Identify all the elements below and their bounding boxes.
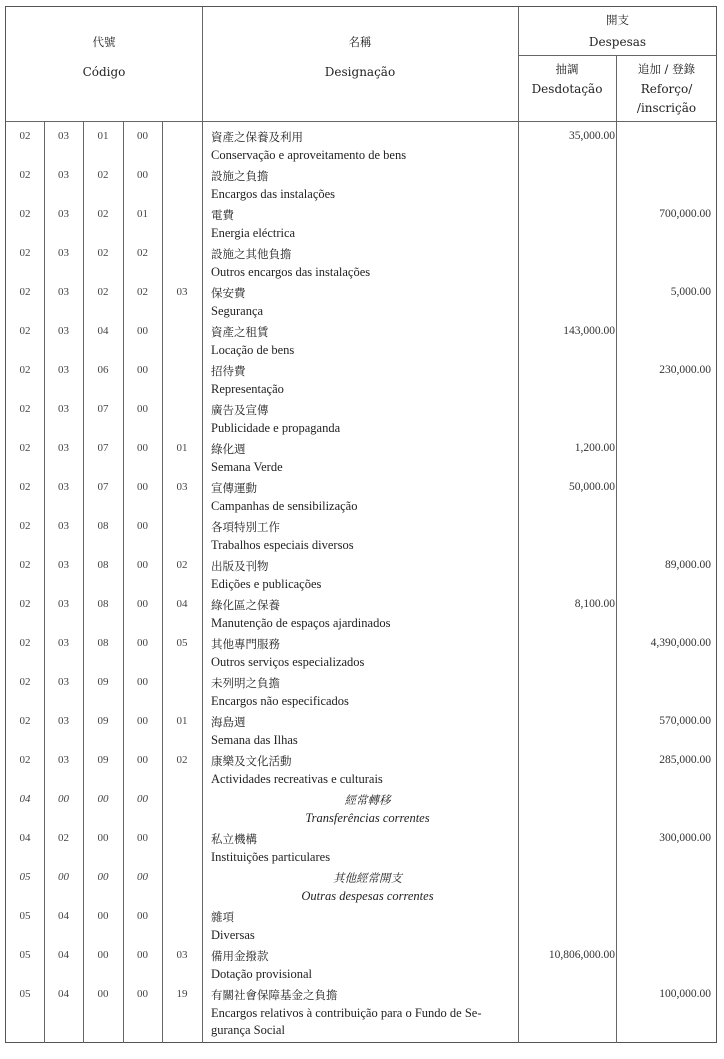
code-cell: 02 xyxy=(137,286,148,298)
designation-pt: Publicidade e propaganda xyxy=(211,421,341,435)
designation-pt: Encargos relativos à contribuição para o Fundo de Se- xyxy=(211,1006,482,1020)
reforco-amount: 230,000.00 xyxy=(659,364,711,376)
code-cell: 03 xyxy=(176,286,188,298)
table-row xyxy=(6,322,718,361)
desdotacao-amount: 35,000.00 xyxy=(569,130,615,142)
code-cell: 00 xyxy=(137,754,148,766)
designation-zh: 未列明之負擔 xyxy=(211,676,280,690)
code-cell: 08 xyxy=(97,598,109,610)
code-cell: 00 xyxy=(97,988,109,1000)
code-cell: 04 xyxy=(19,832,31,844)
header-desdotacao-zh: 抽調 xyxy=(555,62,579,76)
header-designacao-pt: Designação xyxy=(324,65,396,79)
code-cell: 04 xyxy=(58,910,69,922)
designation-pt: Manutenção de espaços ajardinados xyxy=(211,616,391,630)
designation-zh: 其他經常開支 xyxy=(333,871,402,885)
code-cell: 02 xyxy=(19,481,31,493)
code-cell: 03 xyxy=(58,715,69,727)
code-cell: 02 xyxy=(19,559,31,571)
code-cell: 03 xyxy=(176,949,188,961)
header-bottom-rule xyxy=(6,121,717,122)
reforco-amount: 100,000.00 xyxy=(659,988,711,1000)
designation-zh: 設施之負擔 xyxy=(211,169,269,183)
code-cell: 02 xyxy=(97,286,109,298)
code-cell: 03 xyxy=(58,559,69,571)
code-cell: 08 xyxy=(97,637,109,649)
code-cell: 00 xyxy=(58,871,69,883)
designation-zh: 其他專門服務 xyxy=(211,637,280,651)
designation-zh: 設施之其他負擔 xyxy=(211,247,292,261)
code-cell: 01 xyxy=(97,130,109,142)
designation-pt: Encargos das instalações xyxy=(211,187,336,201)
designation-pt: Segurança xyxy=(211,304,264,318)
code-cell: 03 xyxy=(58,637,69,649)
code-cell: 00 xyxy=(137,988,148,1000)
code-cell: 00 xyxy=(137,442,148,454)
code-cell: 00 xyxy=(137,130,148,142)
table-row xyxy=(6,205,718,244)
designation-zh: 綠化週 xyxy=(211,442,246,456)
designation-zh: 備用金撥款 xyxy=(211,949,269,963)
header-despesas-pt: Despesas xyxy=(588,35,647,49)
code-cell: 03 xyxy=(58,169,69,181)
code-cell: 04 xyxy=(176,598,188,610)
table-row xyxy=(6,907,718,946)
code-cell: 03 xyxy=(58,286,69,298)
code-cell: 04 xyxy=(58,949,69,961)
table-row xyxy=(6,673,718,712)
code-cell: 00 xyxy=(137,871,148,883)
designation-pt: Encargos não especificados xyxy=(211,694,349,708)
designation-pt: Campanhas de sensibilização xyxy=(211,499,358,513)
code-cell: 09 xyxy=(97,715,109,727)
code-cell: 09 xyxy=(97,754,109,766)
designation-zh: 私立機構 xyxy=(211,832,257,846)
code-cell: 03 xyxy=(58,325,69,337)
code-cell: 02 xyxy=(97,247,109,259)
designation-pt: Outros serviços especializados xyxy=(211,655,365,669)
reforco-amount: 4,390,000.00 xyxy=(650,637,711,649)
code-cell: 02 xyxy=(19,325,31,337)
designation-pt-continued: gurança Social xyxy=(211,1023,285,1037)
table-row xyxy=(6,127,718,166)
code-cell: 02 xyxy=(97,169,109,181)
table-row xyxy=(6,829,718,868)
designation-zh: 康樂及文化活動 xyxy=(211,754,292,768)
code-cell: 02 xyxy=(19,715,31,727)
code-cell: 00 xyxy=(97,793,109,805)
code-cell: 19 xyxy=(176,988,188,1000)
designation-pt: Semana das Ilhas xyxy=(211,733,298,747)
code-cell: 02 xyxy=(58,832,69,844)
code-cell: 03 xyxy=(176,481,188,493)
designation-zh: 出版及刊物 xyxy=(211,559,269,573)
code-cell: 02 xyxy=(19,598,31,610)
code-cell: 03 xyxy=(58,364,69,376)
code-cell: 02 xyxy=(19,403,31,415)
designation-pt: Diversas xyxy=(211,928,255,942)
code-cell: 02 xyxy=(97,208,109,220)
designation-zh: 電費 xyxy=(211,208,234,222)
code-cell: 00 xyxy=(137,793,148,805)
code-cell: 02 xyxy=(19,286,31,298)
designation-zh: 招待費 xyxy=(211,364,246,378)
code-cell: 07 xyxy=(97,403,109,415)
code-cell: 03 xyxy=(58,208,69,220)
code-cell: 00 xyxy=(97,871,109,883)
code-cell: 02 xyxy=(137,247,148,259)
code-cell: 01 xyxy=(137,208,148,220)
desdotacao-amount: 10,806,000.00 xyxy=(548,949,615,961)
designation-pt: Semana Verde xyxy=(211,460,283,474)
table-row xyxy=(6,400,718,439)
code-cell: 00 xyxy=(137,520,148,532)
code-cell: 03 xyxy=(58,247,69,259)
code-cell: 05 xyxy=(19,949,31,961)
designation-pt: Energia eléctrica xyxy=(211,226,296,240)
code-cell: 00 xyxy=(137,325,148,337)
code-cell: 02 xyxy=(19,676,31,688)
code-cell: 00 xyxy=(137,559,148,571)
designation-zh: 宣傳運動 xyxy=(211,481,257,495)
code-cell: 00 xyxy=(137,403,148,415)
designation-pt: Trabalhos especiais diversos xyxy=(211,538,354,552)
designation-zh: 資產之保養及利用 xyxy=(211,130,303,144)
designation-zh: 資產之租賃 xyxy=(211,325,269,339)
code-cell: 04 xyxy=(58,988,69,1000)
reforco-amount: 5,000.00 xyxy=(670,286,711,298)
desdotacao-amount: 143,000.00 xyxy=(563,325,615,337)
table-row xyxy=(6,946,718,985)
header-divider xyxy=(518,55,717,56)
code-cell: 02 xyxy=(19,520,31,532)
code-cell: 00 xyxy=(137,169,148,181)
code-cell: 01 xyxy=(176,715,188,727)
designation-zh: 有關社會保障基金之負擔 xyxy=(211,988,338,1002)
code-cell: 03 xyxy=(58,481,69,493)
designation-pt: Dotação provisional xyxy=(211,967,313,981)
code-cell: 00 xyxy=(137,637,148,649)
header-codigo-zh: 代號 xyxy=(92,35,116,49)
code-cell: 08 xyxy=(97,520,109,532)
code-cell: 02 xyxy=(19,364,31,376)
code-cell: 00 xyxy=(137,481,148,493)
code-cell: 03 xyxy=(58,676,69,688)
table-row xyxy=(6,595,718,634)
table-row xyxy=(6,439,718,478)
designation-pt: Instituições particulares xyxy=(211,850,331,864)
code-cell: 03 xyxy=(58,442,69,454)
code-cell: 00 xyxy=(137,364,148,376)
code-cell: 02 xyxy=(176,559,188,571)
table-row xyxy=(6,556,718,595)
table-row xyxy=(6,634,718,673)
designation-pt: Conservação e aproveitamento de bens xyxy=(211,148,407,162)
code-cell: 02 xyxy=(19,637,31,649)
code-cell: 02 xyxy=(176,754,188,766)
table-row xyxy=(6,517,718,556)
designation-zh: 經常轉移 xyxy=(344,793,391,807)
code-cell: 03 xyxy=(58,520,69,532)
code-cell: 04 xyxy=(19,793,31,805)
header-designacao-zh: 名稱 xyxy=(348,35,372,49)
section-row xyxy=(6,790,718,829)
reforco-amount: 300,000.00 xyxy=(659,832,711,844)
code-cell: 00 xyxy=(97,832,109,844)
designation-pt: Actividades recreativas e culturais xyxy=(211,772,383,786)
section-row xyxy=(6,868,718,907)
code-cell: 03 xyxy=(58,598,69,610)
budget-table xyxy=(5,6,717,1043)
designation-pt: Transferências correntes xyxy=(305,811,430,825)
reforco-amount: 700,000.00 xyxy=(659,208,711,220)
code-cell: 04 xyxy=(97,325,109,337)
designation-pt: Edições e publicações xyxy=(211,577,322,591)
reforco-amount: 285,000.00 xyxy=(659,754,711,766)
code-cell: 06 xyxy=(97,364,109,376)
table-row xyxy=(6,985,718,1039)
code-cell: 00 xyxy=(58,793,69,805)
code-cell: 02 xyxy=(19,130,31,142)
table-row xyxy=(6,712,718,751)
code-cell: 05 xyxy=(19,910,31,922)
reforco-amount: 89,000.00 xyxy=(665,559,711,571)
code-cell: 03 xyxy=(58,754,69,766)
designation-zh: 廣告及宣傳 xyxy=(211,403,269,417)
designation-zh: 雜項 xyxy=(211,910,234,924)
designation-pt: Outros encargos das instalações xyxy=(211,265,371,279)
designation-zh: 綠化區之保養 xyxy=(211,598,280,612)
header-reforco-zh: 追加 / 登錄 xyxy=(637,62,696,76)
code-cell: 03 xyxy=(58,403,69,415)
code-cell: 02 xyxy=(19,169,31,181)
code-cell: 02 xyxy=(19,754,31,766)
code-cell: 00 xyxy=(137,949,148,961)
header-reforco-pt: /inscrição xyxy=(636,101,697,115)
desdotacao-amount: 50,000.00 xyxy=(569,481,615,493)
code-cell: 02 xyxy=(19,442,31,454)
code-cell: 03 xyxy=(58,130,69,142)
table-row xyxy=(6,361,718,400)
code-cell: 00 xyxy=(137,910,148,922)
code-cell: 05 xyxy=(176,637,188,649)
table-row xyxy=(6,166,718,205)
header-despesas-zh: 開支 xyxy=(606,13,629,27)
code-cell: 07 xyxy=(97,481,109,493)
designation-zh: 各項特別工作 xyxy=(211,520,280,534)
code-cell: 00 xyxy=(137,598,148,610)
code-cell: 08 xyxy=(97,559,109,571)
code-cell: 00 xyxy=(137,715,148,727)
table-row xyxy=(6,751,718,790)
code-cell: 00 xyxy=(137,676,148,688)
header-reforco-pt: Reforço/ xyxy=(640,82,693,96)
designation-pt: Outras despesas correntes xyxy=(301,889,434,903)
table-row xyxy=(6,283,718,322)
code-cell: 01 xyxy=(176,442,188,454)
designation-pt: Locação de bens xyxy=(211,343,295,357)
desdotacao-amount: 8,100.00 xyxy=(574,598,615,610)
desdotacao-amount: 1,200.00 xyxy=(574,442,615,454)
code-cell: 05 xyxy=(19,988,31,1000)
code-cell: 02 xyxy=(19,208,31,220)
code-cell: 00 xyxy=(137,832,148,844)
header-codigo-pt: Código xyxy=(82,65,126,79)
designation-pt: Representação xyxy=(211,382,284,396)
designation-zh: 保安費 xyxy=(211,286,246,300)
table-row xyxy=(6,244,718,283)
code-cell: 05 xyxy=(19,871,31,883)
code-cell: 09 xyxy=(97,676,109,688)
header-desdotacao-pt: Desdotação xyxy=(531,82,603,96)
code-cell: 02 xyxy=(19,247,31,259)
code-cell: 00 xyxy=(97,910,109,922)
reforco-amount: 570,000.00 xyxy=(659,715,711,727)
designation-zh: 海島週 xyxy=(211,715,246,729)
code-cell: 00 xyxy=(97,949,109,961)
code-cell: 07 xyxy=(97,442,109,454)
table-row xyxy=(6,478,718,517)
